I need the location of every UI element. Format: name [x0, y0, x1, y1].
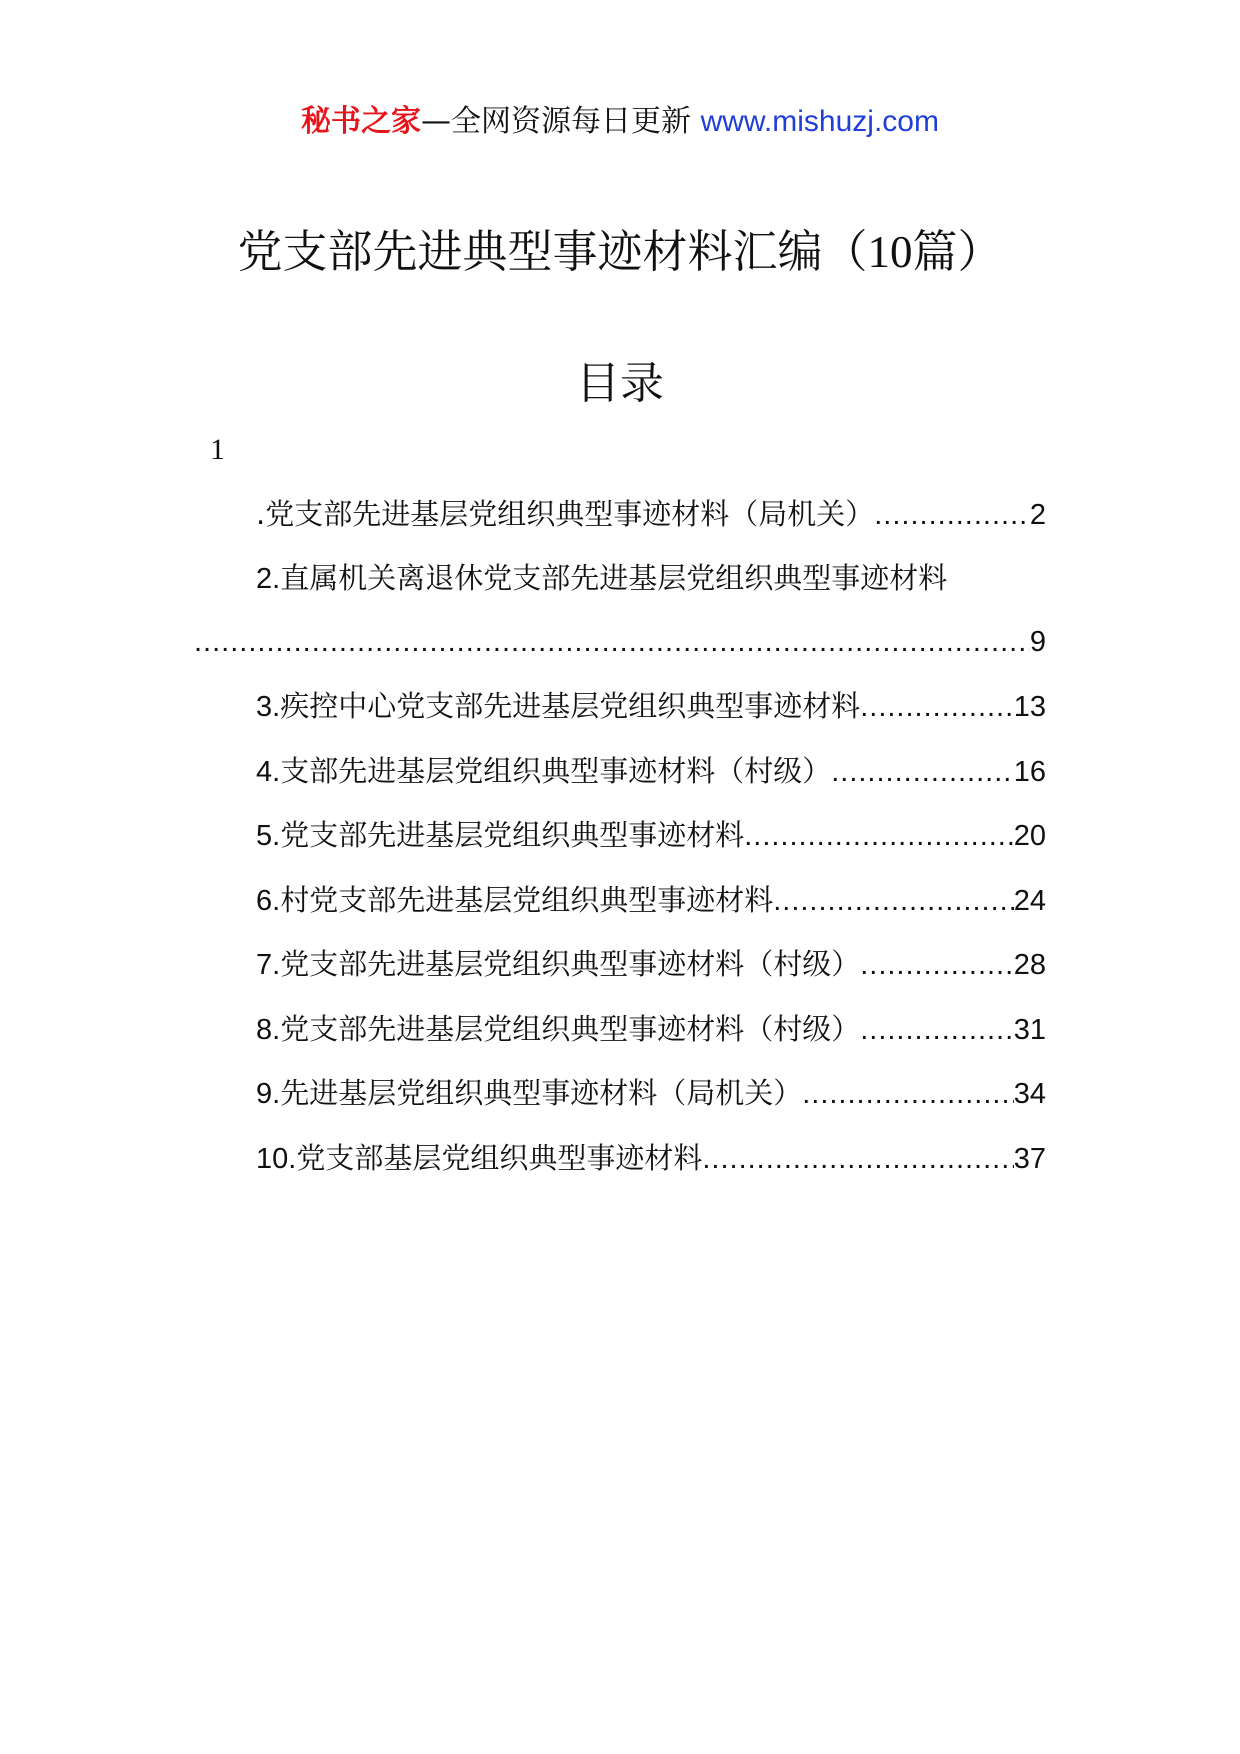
toc-entry-number: 6. — [256, 885, 281, 917]
toc-entry-number: 4. — [256, 756, 281, 788]
toc-first-item-number: 1 — [210, 433, 225, 466]
toc-entry-number: 9. — [256, 1078, 281, 1110]
toc-heading: 目录 — [576, 358, 664, 409]
toc-entry-label — [256, 944, 860, 985]
toc-entry-leader — [773, 881, 1014, 921]
toc-entry-page: 24 — [1013, 885, 1046, 917]
toc-entry[interactable] — [256, 815, 1046, 855]
toc-entry-page: 16 — [1013, 756, 1046, 788]
toc-entry-title: 先进基层党组织典型事迹材料（局机关） — [280, 1076, 803, 1110]
toc-entry-label — [256, 751, 831, 792]
toc-entry-label — [256, 815, 744, 856]
toc-entry-title: 疾控中心党支部先进基层党组织典型事迹材料 — [280, 689, 861, 723]
toc-entry[interactable] — [256, 1009, 1046, 1049]
toc-entry-number: 10. — [256, 1143, 297, 1175]
toc-entry-title: 党支部先进基层党组织典型事迹材料（村级） — [280, 947, 861, 981]
site-slogan: —全网资源每日更新 — [421, 104, 692, 139]
toc-entry-number: 2. — [256, 563, 281, 595]
toc-entry-leader — [874, 495, 1030, 535]
toc-entry[interactable] — [256, 686, 1046, 726]
site-url-link[interactable]: www.mishuzj.com — [700, 105, 939, 138]
toc-entry-title: 党支部先进基层党组织典型事迹材料（村级） — [280, 1012, 861, 1046]
document-title-main: 党支部先进典型事迹材料汇编（ — [237, 225, 868, 278]
toc-entry-label — [256, 1138, 702, 1179]
toc-entry-label — [256, 558, 947, 599]
toc-entry-title: 支部先进基层党组织典型事迹材料（村级） — [280, 754, 832, 788]
toc-entry-number: 8. — [256, 1014, 281, 1046]
toc-entry-leader — [860, 687, 1014, 727]
toc-entry[interactable] — [256, 751, 1046, 791]
toc-entry-leader — [702, 1139, 1013, 1179]
document-title-suffix: 篇） — [912, 225, 1003, 278]
toc-entry[interactable] — [256, 1138, 1046, 1178]
toc-entry[interactable] — [256, 880, 1046, 920]
toc-entry-number: 5. — [256, 820, 281, 852]
toc-entry-label — [256, 1073, 802, 1114]
toc-entry-leader — [744, 816, 1014, 856]
toc-entry[interactable] — [256, 1073, 1046, 1113]
toc-entry-page: 31 — [1013, 1014, 1046, 1046]
toc-entry-label — [256, 686, 860, 727]
toc-entry-page: 37 — [1013, 1143, 1046, 1175]
toc-entry-continuation[interactable] — [194, 622, 1046, 662]
toc-entry-page: 20 — [1013, 820, 1046, 852]
toc-entry-leader — [802, 1074, 1014, 1114]
toc-entry-leader — [860, 1010, 1014, 1050]
toc-entry-title: 党支部基层党组织典型事迹材料 — [296, 1141, 703, 1175]
toc-entry-leader — [831, 752, 1014, 792]
toc-entry-label: .党支部先进基层党组织典型事迹材料（局机关） — [256, 497, 875, 531]
site-brand: 秘书之家 — [301, 104, 422, 139]
toc-entry-leader — [860, 945, 1014, 985]
toc-entry-page: 28 — [1013, 949, 1046, 981]
toc-entry[interactable] — [256, 944, 1046, 984]
toc-entry-number: 7. — [256, 949, 281, 981]
toc-entry-page: 34 — [1013, 1078, 1046, 1110]
toc-entry-title: 村党支部先进基层党组织典型事迹材料 — [280, 883, 774, 917]
toc-entry-title: 直属机关离退休党支部先进基层党组织典型事迹材料 — [280, 561, 948, 595]
toc-entry-number: 3. — [256, 691, 281, 723]
toc-entry[interactable] — [256, 494, 1046, 534]
toc-entry-page: 2 — [1029, 499, 1046, 531]
toc-entry-title: 党支部先进基层党组织典型事迹材料 — [280, 818, 745, 852]
document-title-count: 10 — [867, 227, 913, 277]
toc-entry-page: 13 — [1013, 691, 1046, 723]
toc-entry-label — [256, 1009, 860, 1050]
toc-entry-label — [256, 880, 773, 921]
toc-entry-leader — [194, 622, 1030, 662]
toc-entry[interactable] — [256, 558, 1046, 598]
toc-entry-page: 9 — [1029, 626, 1046, 658]
